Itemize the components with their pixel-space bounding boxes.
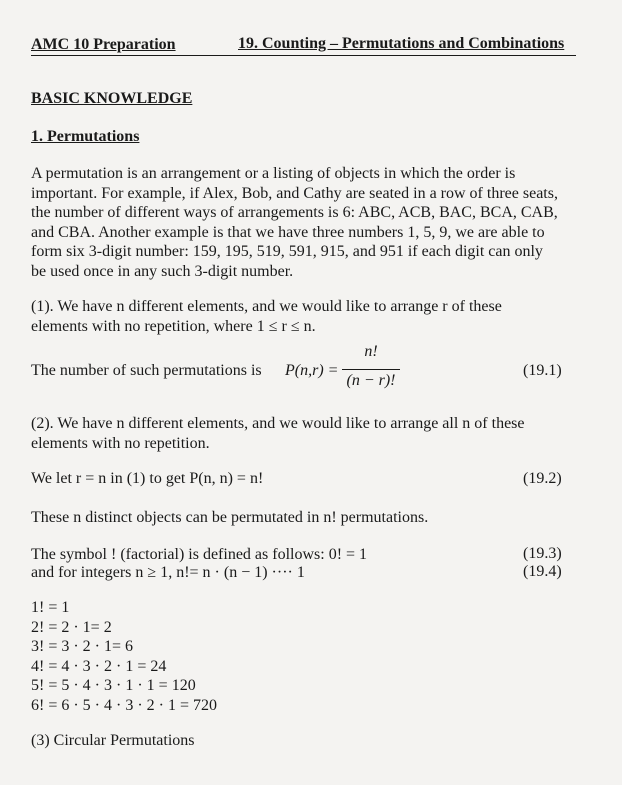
subsection-title: 1. Permutations — [31, 128, 140, 145]
intro-line: and CBA. Another example is that we have three numbers 1, 5, 9, we are able to — [31, 223, 545, 241]
case2-paragraph — [31, 414, 525, 453]
factorial-example: 5! = 5 · 4 · 3 · 1 · 1 = 120 — [31, 677, 196, 694]
case1-line: elements with no repetition, where 1 ≤ r ≤ n. — [31, 317, 316, 335]
header-course-title: AMC 10 Preparation — [31, 36, 176, 53]
formula1-lhs: P(n,r) = — [285, 362, 339, 379]
case1-line: (1). We have n different elements, and we would like to arrange r of these — [31, 298, 502, 315]
factorial-examples — [31, 598, 217, 715]
factorial-example: 1! = 1 — [31, 599, 70, 616]
intro-line: the number of different ways of arrangements is 6: ABC, ACB, BAC, BCA, CAB, — [31, 204, 558, 221]
factorial-example: 6! = 6 · 5 · 4 · 3 · 2 · 1 = 720 — [31, 696, 218, 714]
intro-paragraph — [31, 164, 558, 281]
header-rule — [31, 55, 576, 56]
case2-line: (2). We have n different elements, and we would like to arrange all n of these — [31, 415, 525, 432]
fraction-bar — [342, 369, 400, 370]
equation-ref-19-2: (19.2) — [523, 470, 562, 487]
formula1-lead: The number of such permutations is — [31, 362, 262, 379]
intro-line: A permutation is an arrangement or a listing of objects in which the order is — [31, 165, 516, 182]
factorial-example: 4! = 4 · 3 · 2 · 1 = 24 — [31, 657, 167, 675]
header-chapter-title: 19. Counting – Permutations and Combinations — [238, 35, 565, 52]
equation-ref-19-1: (19.1) — [523, 362, 562, 379]
factorial-example: 2! = 2 · 1= 2 — [31, 618, 112, 636]
circular-permutations-heading: (3) Circular Permutations — [31, 732, 195, 749]
intro-line: form six 3-digit number: 159, 195, 519, 591, 915, and 951 if each digit can only — [31, 243, 543, 260]
case2-line: elements with no repetition. — [31, 434, 210, 452]
formula1-numerator: n! — [364, 343, 378, 360]
equation-ref-19-3: (19.3) — [523, 545, 562, 562]
formula1-denominator: (n − r)! — [346, 372, 396, 389]
factorial-definition-line: The symbol ! (factorial) is defined as follows: 0! = 1 — [31, 546, 368, 563]
equation-ref-19-4: (19.4) — [523, 563, 562, 580]
section-title: BASIC KNOWLEDGE — [31, 90, 193, 107]
formula2-text: We let r = n in (1) to get P(n, n) = n! — [31, 470, 264, 487]
factorial-example: 3! = 3 · 2 · 1= 6 — [31, 638, 134, 655]
intro-line: important. For example, if Alex, Bob, and Cathy are seated in a row of three seats, — [31, 184, 558, 202]
distinct-objects-line: These n distinct objects can be permutated in n! permutations. — [31, 509, 429, 526]
factorial-recurrence-line: and for integers n ≥ 1, n!= n · (n − 1) ···· 1 — [31, 564, 305, 581]
case1-paragraph — [31, 297, 502, 336]
intro-line: be used once in any such 3-digit number. — [31, 262, 294, 280]
